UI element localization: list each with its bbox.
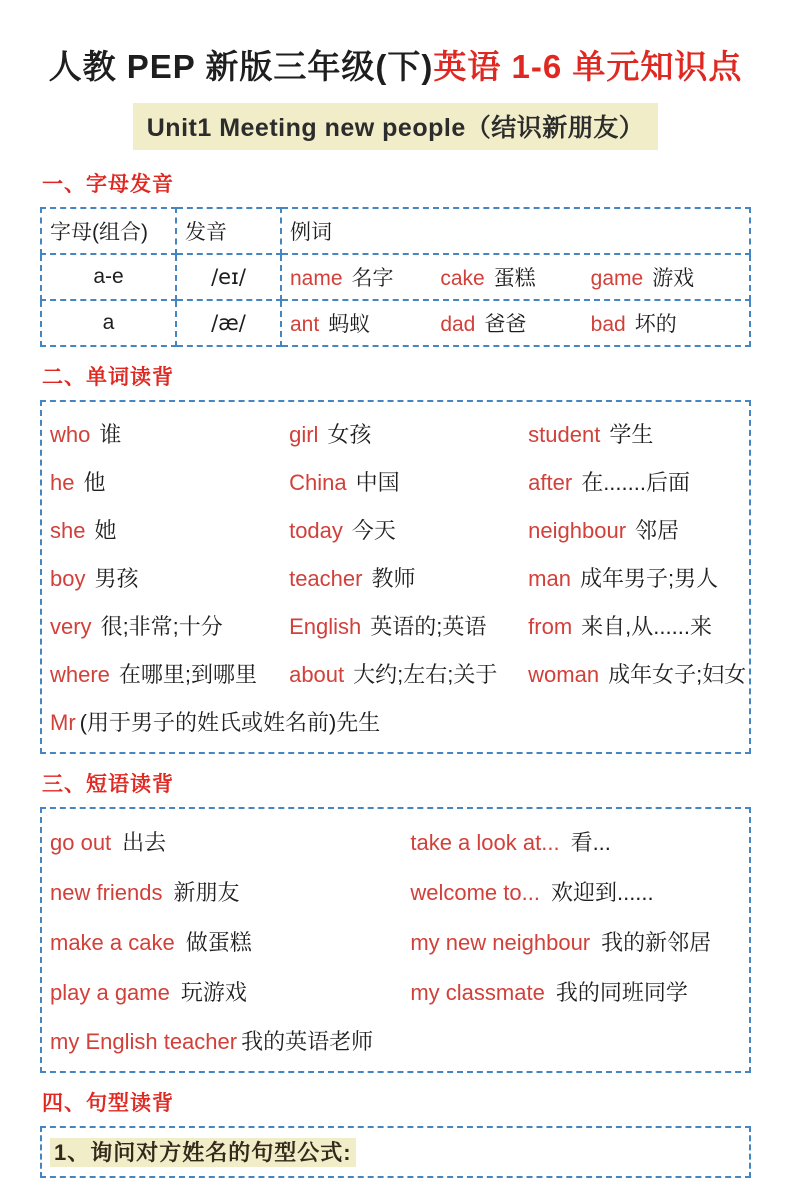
word-item: teacher 教师	[289, 566, 416, 592]
word-item: English 英语的;英语	[289, 614, 487, 640]
word-row-full: Mr (用于男子的姓氏或姓名前)先生	[50, 710, 381, 736]
phrase-item: take a look at... 看...	[410, 830, 611, 856]
letters-cell: a	[41, 300, 176, 346]
examples-row	[290, 308, 741, 338]
word-item: student 学生	[528, 422, 654, 448]
word-item: after 在.......后面	[528, 470, 690, 496]
examples-cell	[281, 300, 750, 346]
col-header-sound: 发音	[176, 208, 281, 254]
word-item: neighbour 邻居	[528, 518, 680, 544]
letters-cell: a-e	[41, 254, 176, 300]
phrase-row	[50, 917, 743, 967]
phrase-item: welcome to... 欢迎到......	[410, 880, 654, 906]
sound-cell: /æ/	[176, 300, 281, 346]
sentence-pattern-box	[40, 1126, 751, 1178]
word-item: woman 成年女子;妇女	[528, 662, 747, 688]
phrase-list-box	[40, 807, 751, 1073]
word-item: boy 男孩	[50, 566, 139, 592]
example-word: ant 蚂蚁	[290, 313, 371, 337]
example-word: dad 爸爸	[440, 313, 527, 337]
table-row	[41, 254, 750, 300]
word-item: she 她	[50, 518, 117, 544]
section4-heading: 四、句型读背	[42, 1092, 174, 1116]
word-list-box	[40, 400, 751, 754]
examples-cell	[281, 254, 750, 300]
example-word: cake 蛋糕	[440, 267, 536, 291]
phrase-row	[50, 817, 743, 867]
section3-heading: 三、短语读背	[42, 773, 174, 797]
word-item: very 很;非常;十分	[50, 614, 223, 640]
sound-cell: /eɪ/	[176, 254, 281, 300]
phrase-item: new friends 新朋友	[50, 880, 240, 906]
unit-subtitle-row	[40, 103, 751, 150]
word-item: he 他	[50, 470, 106, 496]
word-row	[50, 506, 743, 554]
word-item: China 中国	[289, 470, 400, 496]
word-item: from 来自,从......来	[528, 614, 712, 640]
phrase-row	[50, 867, 743, 917]
page-title	[40, 46, 751, 87]
page-title-red: 英语 1-6 单元知识点	[433, 48, 743, 85]
phrase-item: make a cake 做蛋糕	[50, 930, 252, 956]
section1-heading: 一、字母发音	[42, 173, 174, 197]
letter-sound-table	[40, 207, 751, 347]
example-word: game 游戏	[590, 267, 695, 291]
phrase-row-full: my English teacher 我的英语老师	[50, 1029, 374, 1055]
word-row	[50, 410, 743, 458]
word-row	[50, 554, 743, 602]
phrase-item: my new neighbour 我的新邻居	[410, 930, 712, 956]
examples-row	[290, 262, 741, 292]
phrase-item: my classmate 我的同班同学	[410, 980, 688, 1006]
word-row	[50, 650, 747, 698]
page-title-black: 人教 PEP 新版三年级(下)	[48, 48, 434, 85]
word-row	[50, 602, 743, 650]
word-item: man 成年男子;男人	[528, 566, 719, 592]
word-item: today 今天	[289, 518, 396, 544]
word-item: about 大约;左右;关于	[289, 662, 498, 688]
table-row	[41, 300, 750, 346]
unit-subtitle: Unit1 Meeting new people（结识新朋友）	[133, 103, 658, 150]
section2-heading: 二、单词读背	[42, 366, 174, 390]
word-row	[50, 458, 743, 506]
sentence-pattern-item: 1、询问对方姓名的句型公式:	[50, 1138, 356, 1167]
phrase-item: play a game 玩游戏	[50, 980, 247, 1006]
word-item: girl 女孩	[289, 422, 372, 448]
example-word: bad 坏的	[590, 313, 677, 337]
word-item: who 谁	[50, 422, 122, 448]
phrase-item: go out 出去	[50, 830, 167, 856]
example-word: name 名字	[290, 267, 394, 291]
word-item: where 在哪里;到哪里	[50, 662, 258, 688]
col-header-letters: 字母(组合)	[41, 208, 176, 254]
table-header-row	[41, 208, 750, 254]
col-header-examples: 例词	[281, 208, 750, 254]
phrase-row	[50, 967, 743, 1017]
